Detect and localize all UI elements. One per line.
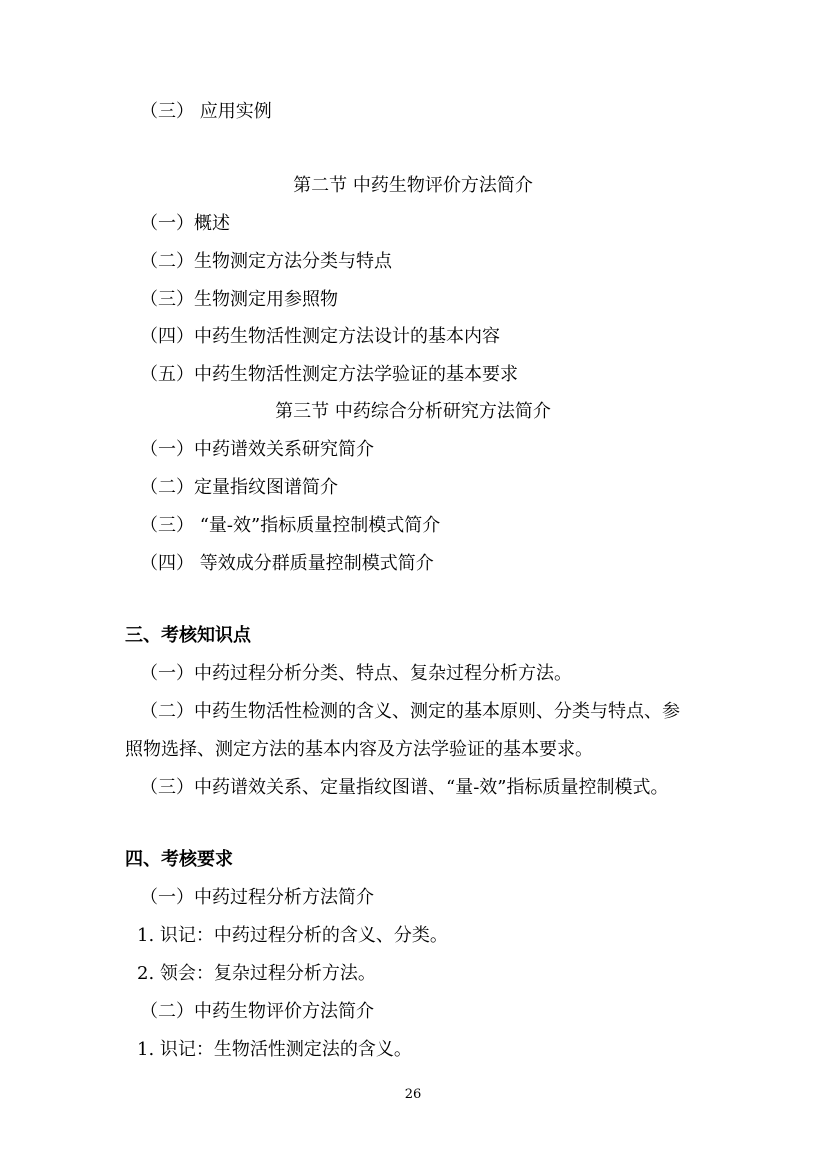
subsection-3-example: （三） 应用实例	[140, 101, 272, 122]
section-2-item-5: （五）中药生物活性测定方法学验证的基本要求	[140, 364, 518, 385]
assessment-point-3: （三）中药谱效关系、定量指纹图谱、“量-效”指标质量控制模式。	[140, 777, 669, 798]
requirement-2-item-1: 1. 识记：生物活性测定法的含义。	[137, 1039, 412, 1060]
requirement-1-item-1: 1. 识记：中药过程分析的含义、分类。	[137, 925, 448, 946]
assessment-points-heading: 三、考核知识点	[125, 625, 251, 646]
requirement-1-heading: （一）中药过程分析方法简介	[140, 887, 374, 908]
section-2-item-2: （二）生物测定方法分类与特点	[140, 251, 392, 272]
assessment-point-2-continued: 照物选择、测定方法的基本内容及方法学验证的基本要求。	[125, 739, 593, 760]
section-2-item-1: （一）概述	[140, 213, 230, 234]
section-2-item-3: （三）生物测定用参照物	[140, 289, 338, 310]
section-3-item-2: （二）定量指纹图谱简介	[140, 477, 338, 498]
section-3-heading: 第三节 中药综合分析研究方法简介	[275, 401, 551, 422]
page-number: 26	[404, 1087, 422, 1102]
section-2-heading: 第二节 中药生物评价方法简介	[293, 175, 533, 196]
section-3-item-3: （三） “量-效”指标质量控制模式简介	[140, 515, 441, 536]
section-2-item-4: （四）中药生物活性测定方法设计的基本内容	[140, 326, 500, 347]
requirement-1-item-2: 2. 领会：复杂过程分析方法。	[137, 963, 376, 984]
assessment-point-1: （一）中药过程分析分类、特点、复杂过程分析方法。	[140, 663, 572, 684]
section-3-item-1: （一）中药谱效关系研究简介	[140, 439, 374, 460]
assessment-requirements-heading: 四、考核要求	[125, 849, 233, 870]
assessment-point-2: （二）中药生物活性检测的含义、测定的基本原则、分类与特点、参	[140, 701, 680, 722]
section-3-item-4: （四） 等效成分群质量控制模式简介	[140, 553, 434, 574]
requirement-2-heading: （二）中药生物评价方法简介	[140, 1001, 374, 1022]
